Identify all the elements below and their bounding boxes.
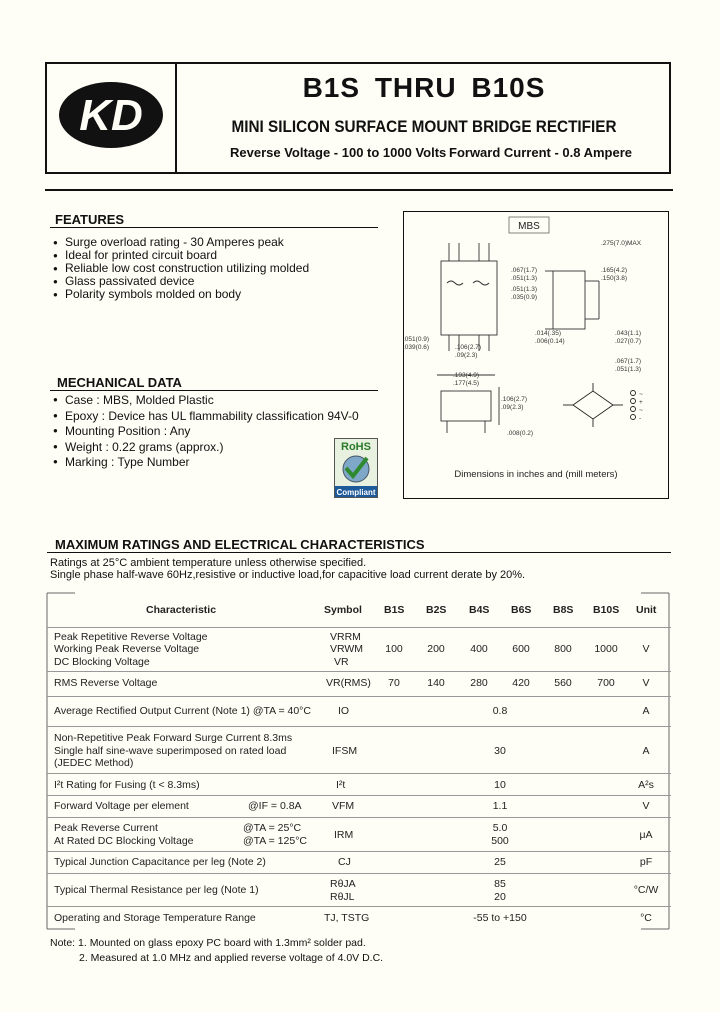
dim-label: .043(1.1): [615, 330, 642, 337]
dim-label: .051(1.3): [511, 275, 538, 282]
list-item: ● Mounting Position : Any: [53, 424, 393, 440]
cell-value: 700: [597, 677, 615, 689]
row-condition: @IF = 0.8A: [248, 800, 302, 812]
logo-text: KD: [79, 91, 143, 140]
row-label: RMS Reverse Voltage: [54, 677, 158, 689]
row-symbol: VFM: [332, 800, 355, 812]
cell-value: 280: [470, 677, 488, 689]
row-label: Typical Thermal Resistance per leg (Note 1): [54, 884, 259, 896]
features-rule: [50, 227, 378, 228]
list-item: ● Glass passivated device: [53, 275, 373, 288]
col-header-b4s: B4S: [469, 604, 490, 616]
dim-label: .275(7.0)MAX: [601, 240, 642, 247]
dim-label: .09(2.3): [501, 404, 524, 411]
table-divider: [47, 726, 671, 727]
cell-unit: μA: [639, 829, 653, 841]
footnote: 2. Measured at 1.0 MHz and applied reverse voltage of 4.0V D.C.: [79, 952, 384, 964]
dim-label: .106(2.7): [501, 396, 528, 403]
table-divider: [47, 795, 671, 796]
table-divider: [47, 773, 671, 774]
page-title: B1S THRU B10S: [302, 72, 546, 103]
cell-value: 1.1: [492, 800, 508, 812]
list-item: ● Ideal for printed circuit board: [53, 249, 373, 262]
cell-unit: A: [642, 745, 650, 757]
row-symbol: VR(RMS): [326, 677, 371, 689]
col-header-b1s: B1S: [384, 604, 405, 616]
dim-label: .039(0.6): [403, 344, 430, 351]
cell-value: 10: [494, 779, 506, 791]
dim-label: .008(0.2): [507, 430, 534, 437]
cell-value: 5.0: [492, 822, 508, 834]
col-header-characteristic: Characteristic: [146, 604, 217, 616]
dim-label: .006(0.14): [535, 338, 565, 345]
row-symbol: CJ: [338, 856, 351, 868]
cell-unit: pF: [639, 856, 653, 868]
dim-label: .014(.35): [535, 330, 562, 337]
list-item: ● Marking : Type Number: [53, 455, 393, 471]
col-header-b6s: B6S: [511, 604, 532, 616]
row-label: Working Peak Reverse Voltage: [54, 643, 200, 655]
row-symbol: VR: [334, 656, 349, 668]
row-symbol: TJ, TSTG: [324, 912, 370, 924]
dim-label: .09(2.3): [455, 352, 478, 359]
table-divider: [47, 671, 671, 672]
cell-unit: °C/W: [633, 884, 659, 896]
features-list: [53, 236, 373, 301]
list-item: ● Weight : 0.22 grams (approx.): [53, 440, 393, 456]
cell-value: 70: [388, 677, 400, 689]
row-condition: @TA = 125°C: [243, 835, 307, 847]
pin-label: -: [639, 415, 642, 422]
table-divider: [47, 873, 671, 874]
table-divider: [47, 627, 671, 628]
row-label: (JEDEC Method): [54, 757, 134, 769]
row-label: Operating and Storage Temperature Range: [54, 912, 256, 924]
cell-value: 500: [491, 835, 509, 847]
table-divider: [47, 906, 671, 907]
cell-value: 30: [494, 745, 506, 757]
cell-value: 600: [512, 643, 530, 655]
pin-label: +: [639, 399, 643, 406]
dim-label: .051(0.9): [403, 336, 430, 343]
col-header-symbol: Symbol: [324, 604, 362, 616]
row-label: Typical Junction Capacitance per leg (Note 2): [54, 856, 266, 868]
cell-value: 1000: [594, 643, 618, 655]
row-label: Forward Voltage per element: [54, 800, 189, 812]
features-title: FEATURES: [55, 212, 125, 227]
reverse-voltage: Reverse Voltage - 100 to 1000 Volts: [230, 145, 447, 160]
col-header-b8s: B8S: [553, 604, 574, 616]
cell-value: 800: [554, 643, 572, 655]
mechanical-rule: [50, 390, 378, 391]
rohs-compliant: Compliant: [336, 488, 376, 497]
row-label: Non-Repetitive Peak Forward Surge Current 8.3ms: [54, 732, 293, 744]
pin-label: ~: [639, 391, 643, 398]
rohs-label: RoHS: [341, 441, 371, 453]
mechanical-title: MECHANICAL DATA: [57, 375, 182, 390]
ratings-title: MAXIMUM RATINGS AND ELECTRICAL CHARACTERISTICS: [55, 537, 425, 552]
table-divider: [47, 817, 671, 818]
cell-value: 420: [512, 677, 530, 689]
table-divider: [47, 851, 671, 852]
row-label: I²t Rating for Fusing (t < 8.3ms): [54, 779, 200, 791]
dim-label: .067(1.7): [511, 267, 538, 274]
dim-label: .067(1.7): [615, 358, 642, 365]
cell-value: -55 to +150: [473, 912, 527, 924]
cell-value: 25: [494, 856, 506, 868]
dim-label: .051(1.3): [511, 286, 538, 293]
footnote: Note: 1. Mounted on glass epoxy PC board with 1.3mm² solder pad.: [50, 937, 366, 949]
col-header-unit: Unit: [636, 604, 657, 616]
package-caption: Dimensions in inches and (mill meters): [454, 469, 618, 480]
rohs-badge: [334, 438, 378, 498]
dim-label: .177(4.5): [453, 380, 480, 387]
cell-value: 560: [554, 677, 572, 689]
list-item: ● Surge overload rating - 30 Amperes peak: [53, 236, 373, 249]
row-symbol: IRM: [334, 829, 354, 841]
dim-label: .035(0.9): [511, 294, 538, 301]
package-drawing: [403, 211, 669, 499]
list-item: ● Reliable low cost construction utilizing molded: [53, 262, 373, 275]
row-symbol: VRWM: [330, 643, 364, 655]
row-symbol: RθJA: [330, 878, 356, 890]
row-label: Peak Repetitive Reverse Voltage: [54, 631, 208, 643]
dim-label: .150(3.8): [601, 275, 628, 282]
col-header-b2s: B2S: [426, 604, 447, 616]
cell-unit: A²s: [638, 779, 654, 791]
cell-value: 140: [427, 677, 445, 689]
ratings-note: Single phase half-wave 60Hz,resistive or inductive load,for capacitive load current derate by 20%.: [50, 569, 526, 581]
cell-unit: V: [642, 800, 650, 812]
cell-unit: V: [642, 643, 650, 655]
row-symbol: I²t: [336, 779, 346, 791]
row-symbol: VRRM: [330, 631, 361, 643]
cell-unit: A: [642, 705, 650, 717]
list-item: ● Case : MBS, Molded Plastic: [53, 393, 393, 409]
cell-value: 400: [470, 643, 488, 655]
page-subtitle: MINI SILICON SURFACE MOUNT BRIDGE RECTIFIER: [231, 117, 617, 136]
cell-value: 200: [427, 643, 445, 655]
row-label: Peak Reverse Current: [54, 822, 158, 834]
col-header-b10s: B10S: [593, 604, 620, 616]
dim-label: .165(4.2): [601, 267, 628, 274]
bridge-schematic-icon: [563, 383, 636, 427]
cell-value: 0.8: [492, 705, 508, 717]
cell-value: 85: [494, 878, 506, 890]
header-rule: [45, 189, 673, 191]
row-label: Average Rectified Output Current (Note 1) @TA = 40°C: [54, 705, 311, 717]
row-label: DC Blocking Voltage: [54, 656, 150, 668]
kd-logo: [56, 80, 166, 150]
row-condition: @TA = 25°C: [243, 822, 302, 834]
cell-unit: V: [642, 677, 650, 689]
pin-label: ~: [639, 407, 643, 414]
package-name: MBS: [518, 221, 540, 232]
dim-label: .106(2.7): [455, 344, 482, 351]
dim-label: .193(4.9): [453, 372, 480, 379]
forward-current: Forward Current - 0.8 Ampere: [449, 145, 633, 160]
cell-value: 20: [494, 891, 506, 903]
dim-label: .027(0.7): [615, 338, 642, 345]
list-item: ● Polarity symbols molded on body: [53, 288, 373, 301]
dim-label: .051(1.3): [615, 366, 642, 373]
row-label: At Rated DC Blocking Voltage: [54, 835, 194, 847]
ratings-rule: [47, 552, 671, 553]
row-symbol: RθJL: [330, 891, 355, 903]
row-symbol: IFSM: [332, 745, 358, 757]
list-item: ● Epoxy : Device has UL flammability classification 94V-0: [53, 409, 393, 425]
row-symbol: IO: [338, 705, 350, 717]
ratings-note: Ratings at 25°C ambient temperature unless otherwise specified.: [50, 557, 367, 569]
cell-unit: °C: [640, 912, 652, 924]
row-label: Single half sine-wave superimposed on rated load: [54, 745, 287, 757]
cell-value: 100: [385, 643, 403, 655]
table-divider: [47, 696, 671, 697]
